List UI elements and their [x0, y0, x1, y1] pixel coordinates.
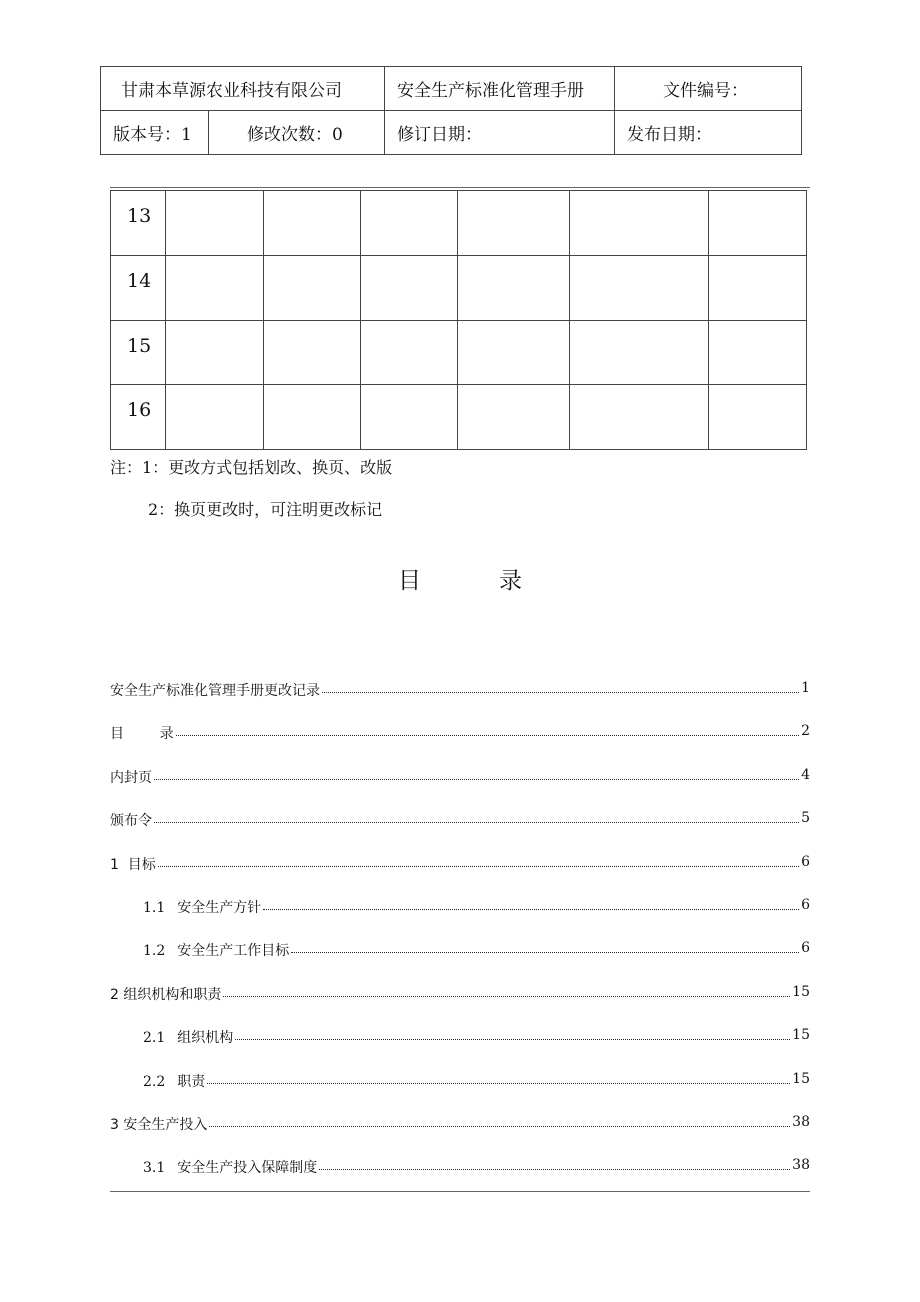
toc-entry[interactable]: [110, 676, 810, 719]
toc-entry-page: 15: [792, 983, 810, 1000]
revision-date-label: 修订日期：: [385, 111, 615, 155]
table-cell: [361, 191, 458, 256]
toc-section-number: 2.2: [143, 1073, 166, 1090]
toc-leader-dots: [263, 893, 799, 910]
toc-entry-label: 安全生产方针: [177, 899, 262, 916]
table-cell: [166, 385, 264, 450]
release-date-label: 发布日期：: [615, 111, 802, 155]
toc-leader-dots: [322, 676, 799, 693]
table-cell: [166, 191, 264, 256]
toc-entry[interactable]: [110, 806, 810, 849]
toc-entry[interactable]: [110, 719, 810, 762]
table-row: [111, 255, 807, 320]
table-cell: [458, 255, 570, 320]
table-cell: [458, 385, 570, 450]
row-number: 13: [111, 191, 166, 256]
table-row: [111, 385, 807, 450]
toc-leader-dots: [235, 1023, 790, 1040]
toc-entry-page: 38: [792, 1157, 810, 1174]
toc-section-number: 3.1: [143, 1160, 166, 1177]
toc-entry-label: 安全生产工作目标: [177, 943, 290, 960]
table-cell: [264, 191, 361, 256]
toc-section-number: 1.2: [143, 943, 166, 960]
toc-leader-dots: [176, 719, 799, 736]
toc-entry[interactable]: [110, 763, 810, 806]
header-divider: [110, 187, 810, 188]
toc-entry[interactable]: [110, 893, 810, 936]
doc-number-label: 文件编号：: [615, 67, 802, 111]
toc-entry-page: 15: [792, 1027, 810, 1044]
toc-leader-dots: [209, 1110, 790, 1127]
toc-leader-dots: [154, 763, 799, 780]
footer-divider: [110, 1191, 810, 1192]
table-cell: [458, 320, 570, 385]
table-cell: [166, 320, 264, 385]
table-cell: [709, 255, 807, 320]
toc-entry-label: 2 组织机构和职责: [110, 986, 222, 1003]
toc-entry-page: 1: [801, 680, 810, 696]
toc-entry-label: 1 目标: [110, 856, 156, 873]
toc-entry-page: 15: [792, 1070, 810, 1087]
version-label: 版本号：1: [101, 111, 209, 155]
table-of-contents: [110, 676, 810, 1197]
table-row: [111, 320, 807, 385]
toc-entry-page: 6: [801, 896, 810, 913]
table-row: [111, 191, 807, 256]
toc-entry-label: 安全生产投入保障制度: [177, 1160, 318, 1177]
manual-title: 安全生产标准化管理手册: [385, 67, 615, 111]
row-number: 15: [111, 320, 166, 385]
toc-leader-dots: [319, 1153, 790, 1170]
change-record-table: [110, 190, 807, 450]
table-cell: [264, 255, 361, 320]
revision-count-label: 修改次数：0: [209, 111, 385, 155]
company-name: 甘肃本草源农业科技有限公司: [101, 67, 385, 111]
table-cell: [361, 255, 458, 320]
document-header-table: [100, 66, 802, 155]
table-cell: [264, 385, 361, 450]
toc-entry-label: 颁布令: [110, 813, 152, 830]
table-cell: [458, 191, 570, 256]
note-line-1: 注：1：更改方式包括划改、换页、改版: [110, 458, 393, 477]
toc-entry-page: 6: [801, 940, 810, 957]
table-cell: [166, 255, 264, 320]
toc-entry[interactable]: [110, 980, 810, 1023]
table-cell: [361, 385, 458, 450]
toc-entry-page: 4: [801, 766, 810, 783]
table-cell: [570, 320, 709, 385]
table-cell: [709, 191, 807, 256]
toc-entry-label: 职责: [177, 1073, 206, 1090]
toc-leader-dots: [158, 850, 799, 867]
toc-leader-dots: [291, 936, 799, 953]
table-cell: [570, 255, 709, 320]
toc-entry-page: 5: [801, 810, 810, 827]
toc-entry[interactable]: [110, 936, 810, 979]
toc-section-number: 2.1: [143, 1030, 166, 1047]
toc-entry[interactable]: [110, 850, 810, 893]
toc-entry[interactable]: [110, 1067, 810, 1110]
table-cell: [361, 320, 458, 385]
row-number: 14: [111, 255, 166, 320]
table-cell: [264, 320, 361, 385]
row-number: 16: [111, 385, 166, 450]
toc-entry-page: 2: [801, 723, 810, 740]
toc-title: 目录: [398, 568, 600, 594]
toc-section-number: 1.1: [143, 899, 166, 916]
toc-entry-label: 3 安全生产投入: [110, 1116, 208, 1133]
table-cell: [570, 191, 709, 256]
toc-entry-label: 组织机构: [177, 1030, 234, 1047]
toc-entry-page: 6: [801, 853, 810, 870]
toc-entry-label: 内封页: [110, 769, 152, 786]
toc-leader-dots: [223, 980, 790, 997]
toc-entry-label: 目 录: [110, 726, 174, 743]
toc-entry[interactable]: [110, 1023, 810, 1066]
toc-leader-dots: [207, 1067, 790, 1084]
toc-leader-dots: [154, 806, 799, 823]
toc-entry-page: 38: [792, 1113, 810, 1130]
table-cell: [570, 385, 709, 450]
table-cell: [709, 385, 807, 450]
toc-entry[interactable]: [110, 1110, 810, 1153]
toc-entry-label: 安全生产标准化管理手册更改记录: [110, 683, 320, 699]
note-line-2: 2：换页更改时，可注明更改标记: [148, 500, 383, 519]
table-cell: [709, 320, 807, 385]
